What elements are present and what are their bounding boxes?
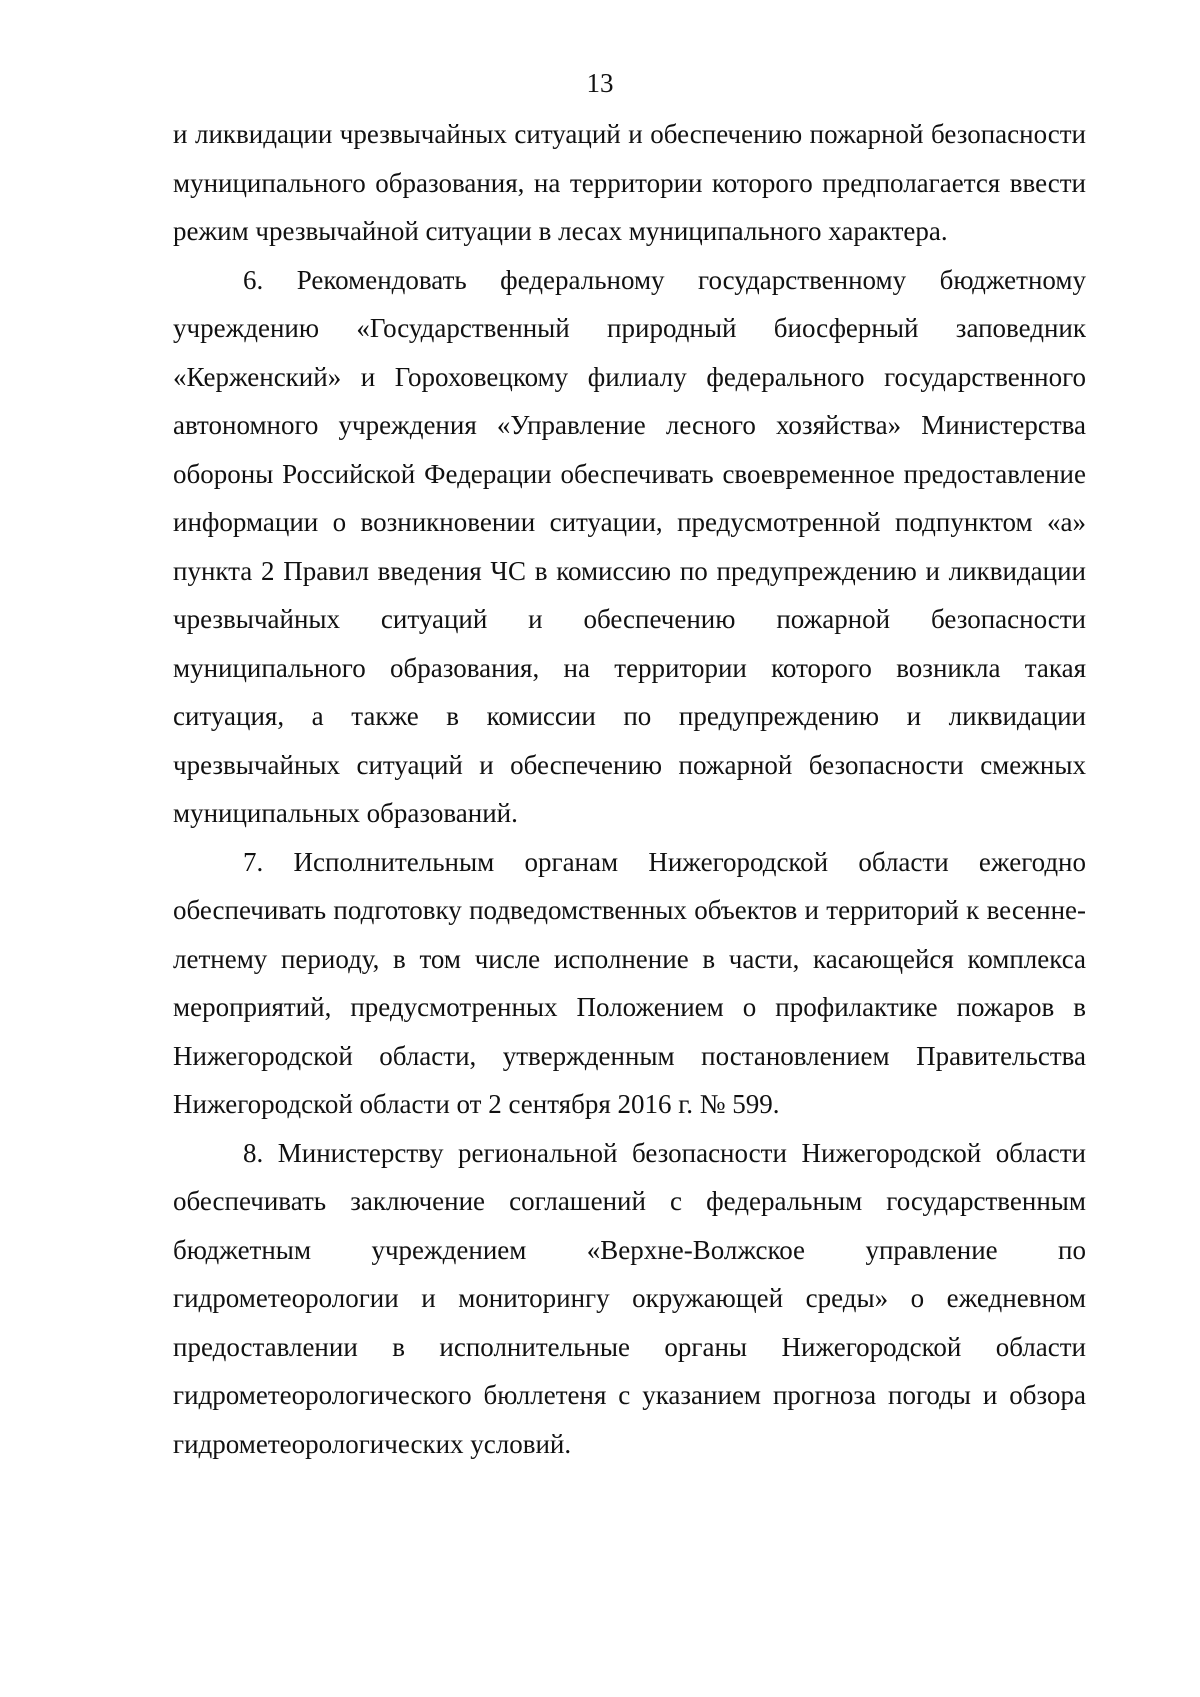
paragraph-item-6: 6. Рекомендовать федеральному государственному бюджетному учреждению «Государственный природный биосферный заповедник «Керженский» и Гороховецкому филиалу федерального государственного автономного учреждения «Управление лесного хозяйства» Министерства обороны Российской Федерации обеспечивать своевременное предоставление информации о возникновении ситуации, предусмотренной подпунктом «а» пункта 2 Правил введения ЧС в комиссию по предупреждению и ликвидации чрезвычайных ситуаций и обеспечению пожарной безопасности муниципального образования, на территории которого возникла такая ситуация, а также в комиссии по предупреждению и ликвидации чрезвычайных ситуаций и обеспечению пожарной безопасности смежных муниципальных образований. <box>173 264 1086 828</box>
paragraph-item-8: 8. Министерству региональной безопасности Нижегородской области обеспечивать заключение соглашений с федеральным государственным бюджетным учреждением «Верхне-Волжское управление по гидрометеорологии и мониторингу окружающей среды» о ежедневном предоставлении в исполнительные органы Нижегородской области гидрометеорологического бюллетеня с указанием прогноза погоды и обзора гидрометеорологических условий. <box>173 1137 1086 1459</box>
page-number: 13 <box>586 68 614 98</box>
paragraph-item-7: 7. Исполнительным органам Нижегородской области ежегодно обеспечивать подготовку подведомственных объектов и территорий к весенне-летнему периоду, в том числе исполнение в части, касающейся комплекса мероприятий, предусмотренных Положением о профилактике пожаров в Нижегородской области, утвержденным постановлением Правительства Нижегородской области от 2 сентября 2016 г. № 599. <box>173 846 1086 1119</box>
paragraph-continuation: и ликвидации чрезвычайных ситуаций и обеспечению пожарной безопасности муниципального образования, на территории которого предполагается ввести режим чрезвычайной ситуации в лесах муниципального характера. <box>173 119 1086 246</box>
document-body <box>173 110 1086 1468</box>
